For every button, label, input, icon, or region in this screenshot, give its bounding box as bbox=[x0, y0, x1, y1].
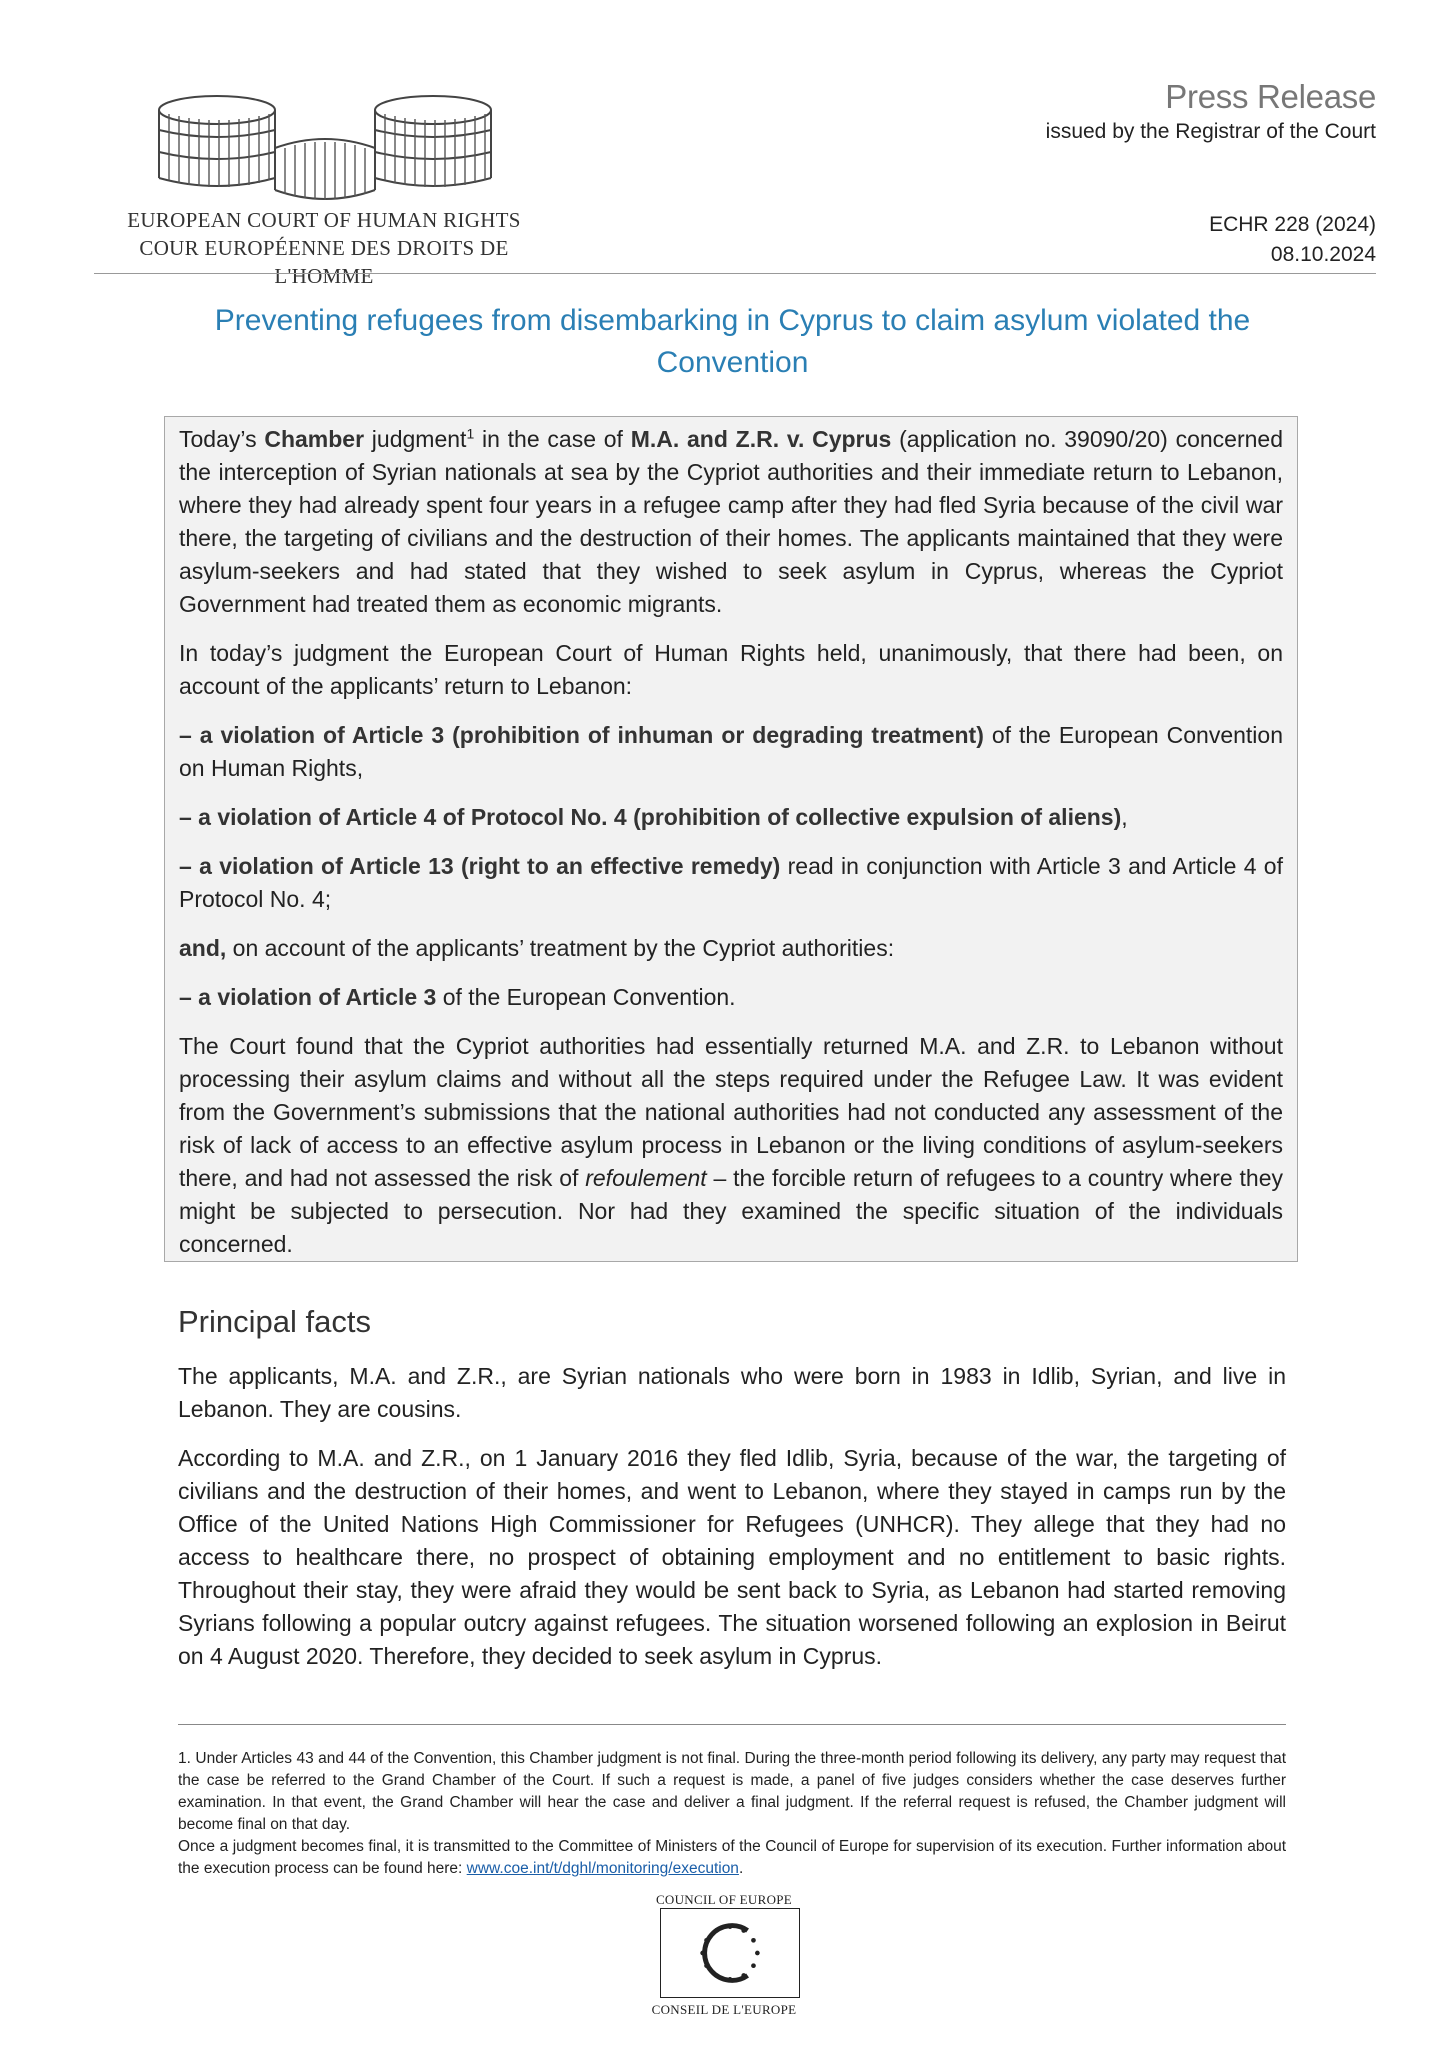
council-of-europe-logo bbox=[660, 1908, 800, 1998]
case-name: M.A. and Z.R. v. Cyprus bbox=[630, 426, 892, 452]
text: Once a judgment becomes final, it is transmitted to the Committee of Ministers of the Council of Europe for supervision of its execution. Further information about the execution process can be found here: bbox=[178, 1838, 1286, 1877]
text: on account of the applicants’ treatment by the Cypriot authorities: bbox=[226, 935, 895, 961]
reference-number: ECHR 228 (2024) bbox=[1209, 213, 1376, 236]
facts-paragraph-2: According to M.A. and Z.R., on 1 January 2016 they fled Idlib, Syria, because of the war, the targeting of civilians and the destruction of their homes, and went to Lebanon, where they stayed in camps run by the Office of the United Nations High Commissioner for Refugees (UNHCR). They allege that they had no access to healthcare there, no prospect of obtaining employment and no entitlement to basic rights. Throughout their stay, they were afraid they would be sent back to Syria, as Lebanon had started removing Syrians following a popular outcry against refugees. The situation worsened following an explosion in Beirut on 4 August 2020. Therefore, they decided to seek asylum in Cyprus. bbox=[178, 1445, 1286, 1669]
footnote-paragraph-1: 1. Under Articles 43 and 44 of the Convention, this Chamber judgment is not final. During the three-month period following its delivery, any party may request that the case be referred to the Grand Chamber of the Court. If such a request is made, a panel of five judges considers whether the case deserves further examination. In that event, the Grand Chamber will hear the case and deliver a final judgment. If the referral request is refused, the Chamber judgment will become final on that day. bbox=[178, 1750, 1286, 1833]
principal-facts-body bbox=[178, 1360, 1286, 1689]
execution-link[interactable]: www.coe.int/t/dghl/monitoring/execution bbox=[466, 1860, 739, 1877]
header-divider bbox=[94, 273, 1376, 274]
court-name-fr: COUR EUROPÉENNE DES DROITS DE L'HOMME bbox=[139, 236, 509, 288]
footnote-ref: 1 bbox=[466, 425, 475, 442]
summary-court-finding bbox=[179, 1030, 1283, 1261]
text: in the case of bbox=[474, 426, 631, 452]
summary-box bbox=[164, 416, 1298, 1262]
court-name bbox=[94, 206, 554, 290]
violation-article-3 bbox=[179, 719, 1283, 785]
document-title: Preventing refugees from disembarking in Cyprus to claim asylum violated the Convention bbox=[214, 304, 1251, 379]
facts-paragraph-1: The applicants, M.A. and Z.R., are Syrian nationals who were born in 1983 in Idlib, Syrian, and live in Lebanon. They are cousins. bbox=[178, 1363, 1286, 1422]
chamber-bold: Chamber bbox=[264, 426, 365, 452]
violation-article-13 bbox=[179, 850, 1283, 916]
footnote bbox=[178, 1748, 1286, 1880]
text: – the forcible return of refugees to a country where they might be subjected to persecution. Nor had they examined the specific situation of the individuals concerned. bbox=[179, 1165, 1283, 1257]
text: , bbox=[1121, 804, 1128, 830]
violation-bold: – a violation of Article 3 bbox=[179, 984, 437, 1010]
press-release-subtitle: issued by the Registrar of the Court bbox=[1045, 120, 1376, 143]
violation-bold: – a violation of Article 3 (prohibition of inhuman or degrading treatment) bbox=[179, 722, 984, 748]
footnote-paragraph-2 bbox=[178, 1836, 1286, 1880]
text: . bbox=[738, 1860, 744, 1877]
summary-paragraph-2: In today’s judgment the European Court of Human Rights held, unanimously, that there had been, on account of the applicants’ return to Lebanon: bbox=[179, 640, 1283, 699]
text: (application no. 39090/20) concerned the interception of Syrian nationals at sea by the Cypriot authorities and their immediate return to Lebanon, where they had already spent four years in a refugee camp after they had fled Syria because of the civil war there, the targeting of civilians and the destruction of their homes. The applicants maintained that they were asylum-seekers and had stated that they wished to seek asylum in Cyprus, whereas the Cypriot Government had treated them as economic migrants. bbox=[179, 426, 1284, 617]
coe-name-fr: CONSEIL DE L'EUROPE bbox=[651, 2002, 797, 2017]
and-bold: and, bbox=[179, 935, 227, 961]
release-date: 08.10.2024 bbox=[1270, 243, 1376, 266]
violation-bold: – a violation of Article 4 of Protocol No. 4 (prohibition of collective expulsion of aliens) bbox=[179, 804, 1122, 830]
reference-block bbox=[1209, 210, 1376, 270]
violation-article-3-treatment bbox=[179, 981, 1283, 1014]
text: of the European Convention on Human Rights, bbox=[179, 722, 1283, 781]
refoulement-italic: refoulement bbox=[585, 1165, 707, 1191]
text: read in conjunction with Article 3 and Article 4 of Protocol No. 4; bbox=[179, 853, 1283, 912]
violation-protocol-4 bbox=[179, 801, 1283, 834]
text: Today’s bbox=[179, 426, 265, 452]
principal-facts-heading: Principal facts bbox=[178, 1304, 371, 1339]
text: The Court found that the Cypriot authorities had essentially returned M.A. and Z.R. to Lebanon without processing their asylum claims and without all the steps required under the Refugee Law. It was evident from the Government’s submissions that the national authorities had not conducted any assessment of the risk of lack of access to an effective asylum process in Lebanon or the living conditions of asylum-seekers there, and had not assessed the risk of bbox=[179, 1033, 1283, 1191]
coe-name-en: COUNCIL OF EUROPE bbox=[655, 1892, 793, 1907]
footnote-divider bbox=[178, 1724, 1286, 1725]
treatment-intro bbox=[179, 932, 1283, 965]
text: judgment bbox=[364, 426, 467, 452]
text: of the European Convention. bbox=[436, 984, 736, 1010]
court-name-en: EUROPEAN COURT OF HUMAN RIGHTS bbox=[127, 208, 521, 232]
court-building-logo bbox=[155, 90, 495, 210]
violation-bold: – a violation of Article 13 (right to an effective remedy) bbox=[179, 853, 781, 879]
press-release-title: Press Release bbox=[1165, 78, 1376, 115]
summary-paragraph-1 bbox=[179, 423, 1283, 621]
